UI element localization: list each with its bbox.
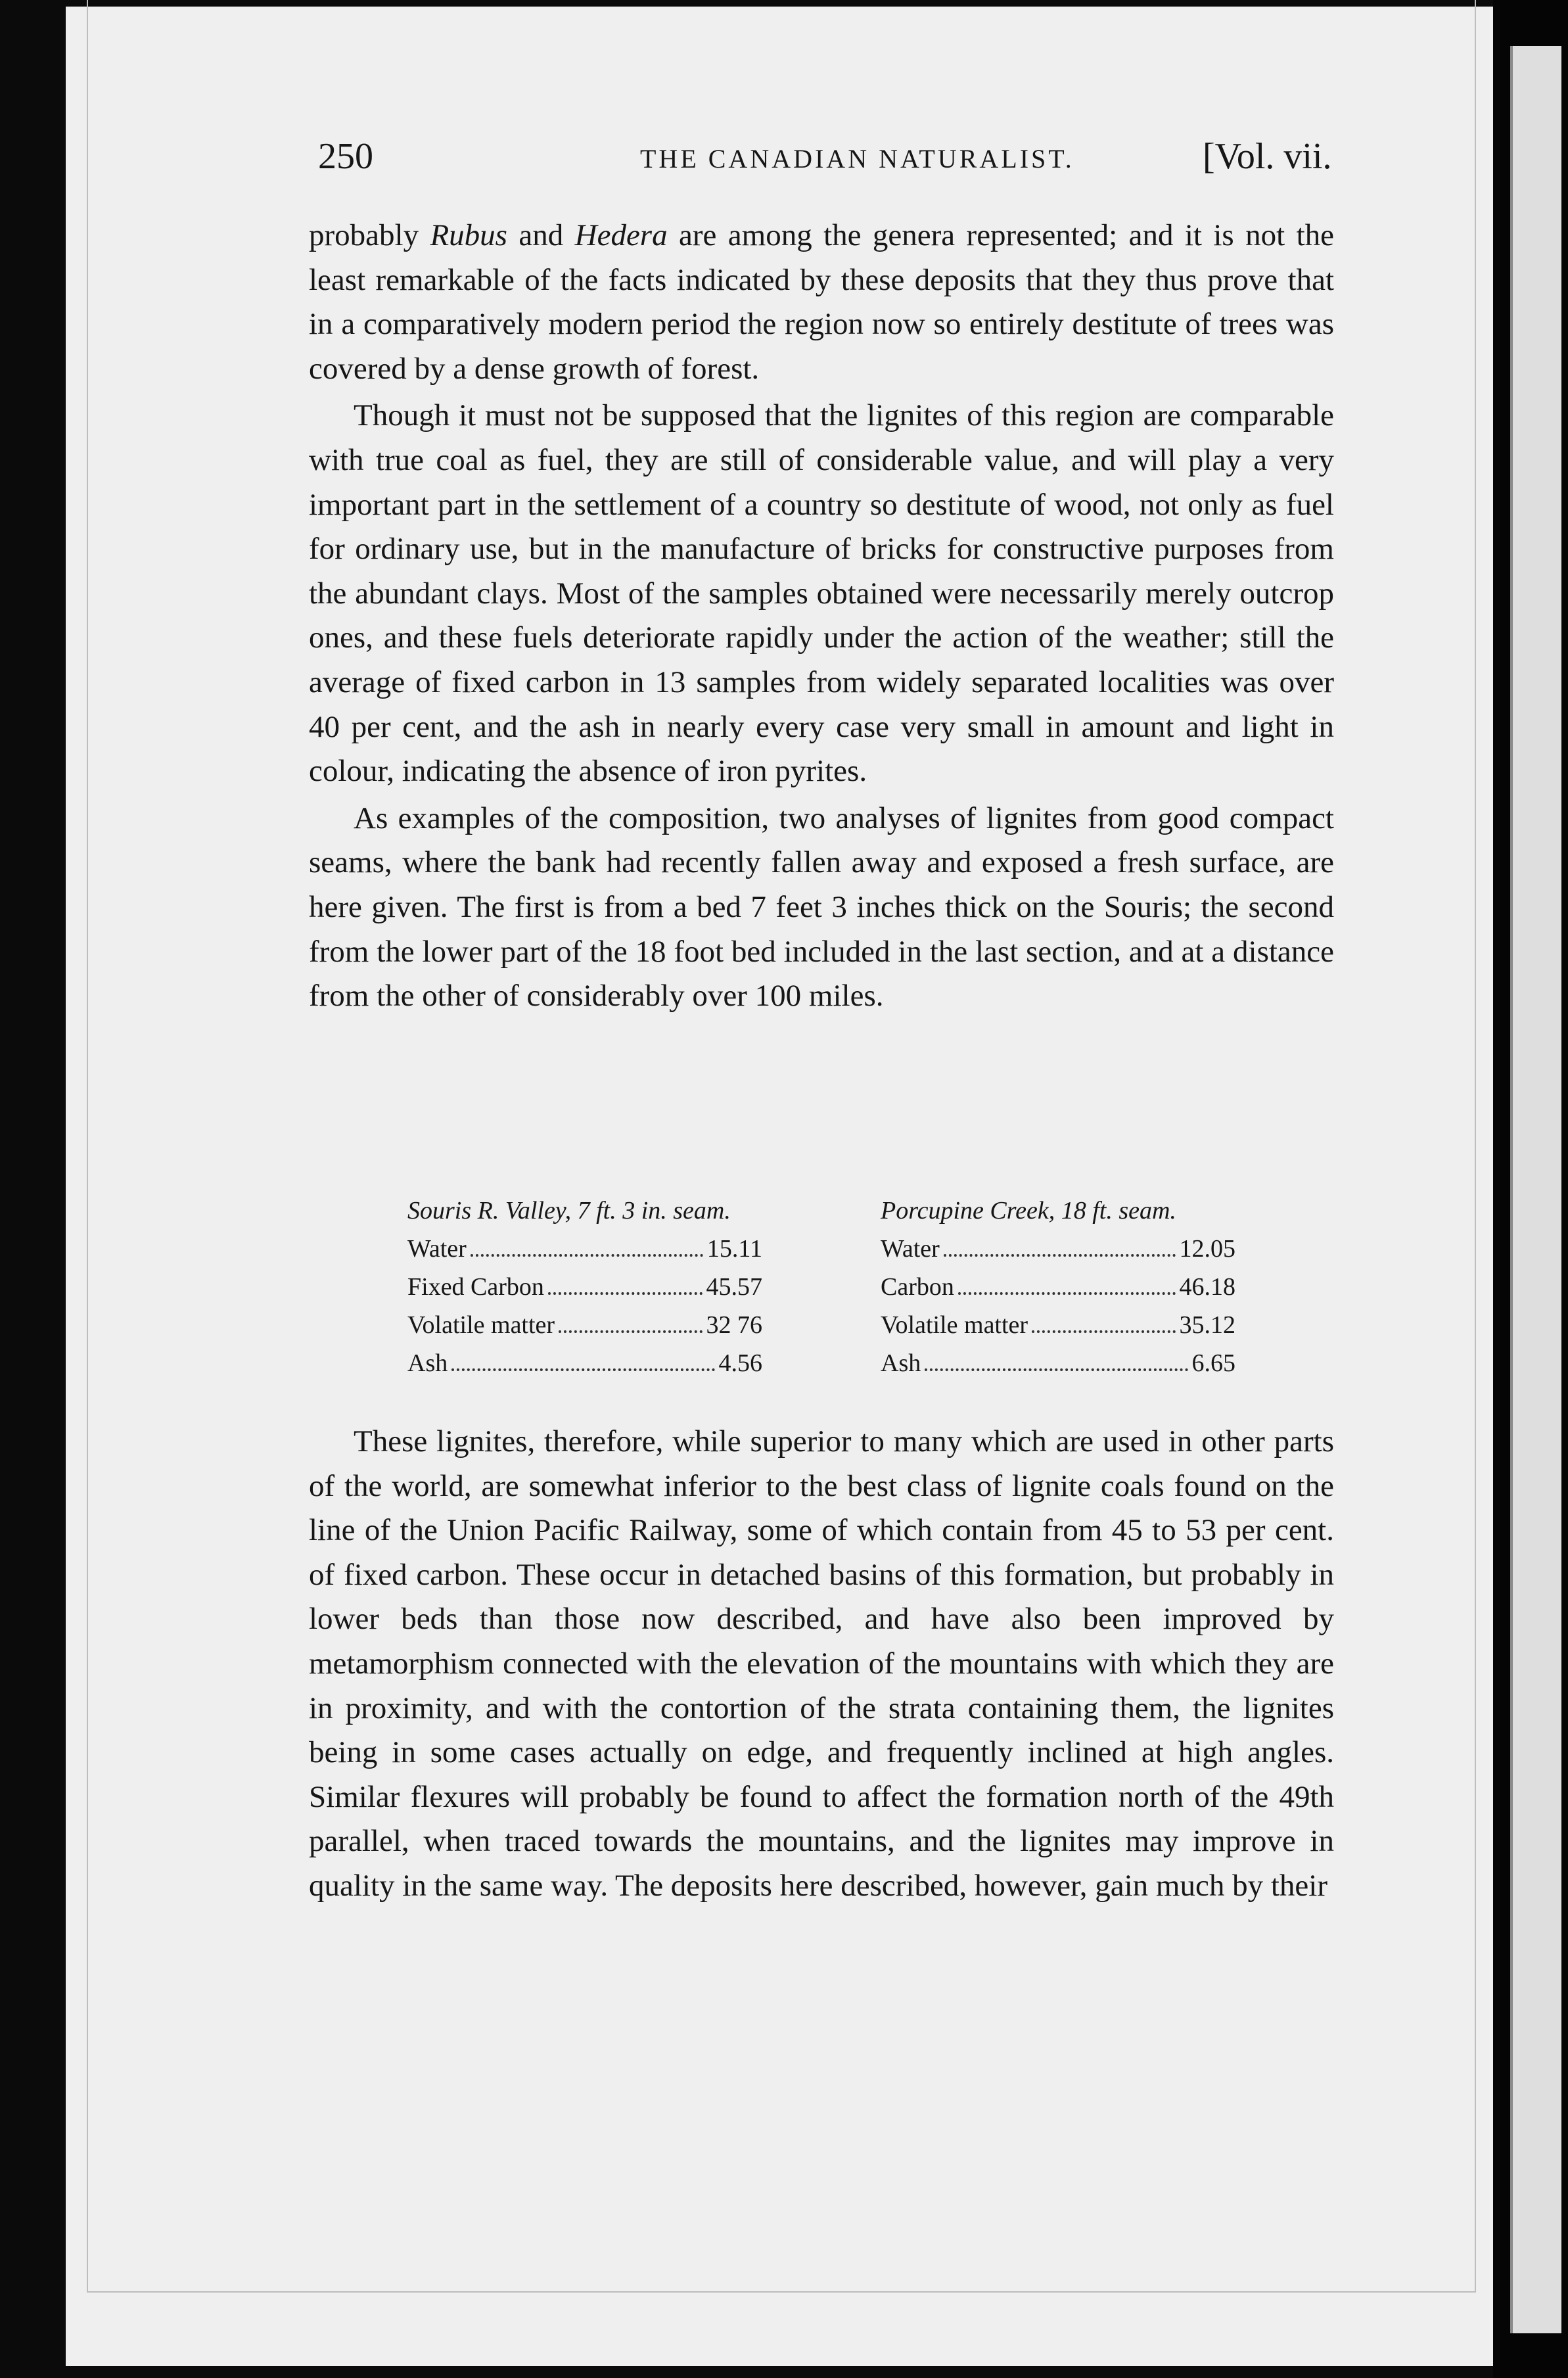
analysis-row bbox=[881, 1349, 1235, 1387]
leader-dots bbox=[925, 1351, 1188, 1371]
analysis-label: Ash bbox=[407, 1349, 448, 1377]
analysis-label: Water bbox=[881, 1235, 940, 1263]
analysis-label: Fixed Carbon bbox=[407, 1273, 544, 1301]
page-edge bbox=[1510, 46, 1561, 2333]
paragraph-3: As examples of the composition, two analyses of lignites from good compact seams, where the bank had recently fallen away and exposed a fresh surface, are here given. The first is from a bed 7 feet 3 inches thick on the Souris; the second from the lower part of the 18 foot bed included in the last section, and at a distance from the other of considerably over 100 miles. bbox=[309, 801, 1334, 1014]
running-title: THE CANADIAN NATURALIST. bbox=[640, 144, 1074, 174]
leader-dots bbox=[1032, 1313, 1175, 1333]
genus-rubus: Rubus bbox=[430, 218, 507, 252]
analysis-value: 6.65 bbox=[1191, 1349, 1235, 1377]
analysis-row bbox=[407, 1234, 762, 1272]
analysis-value: 15.11 bbox=[706, 1235, 762, 1263]
analysis-label: Carbon bbox=[881, 1273, 954, 1301]
analysis-souris bbox=[407, 1196, 762, 1387]
analysis-label: Water bbox=[407, 1235, 467, 1263]
analysis-row bbox=[407, 1349, 762, 1387]
analysis-row bbox=[407, 1272, 762, 1311]
paragraph-1-text-b: and bbox=[507, 218, 575, 252]
analysis-value: 4.56 bbox=[718, 1349, 762, 1377]
lignite-analyses bbox=[368, 1196, 1327, 1407]
analysis-porcupine-heading: Porcupine Creek, 18 ft. seam. bbox=[881, 1197, 1176, 1224]
leader-dots bbox=[559, 1313, 702, 1333]
genus-hedera: Hedera bbox=[574, 218, 668, 252]
analysis-row bbox=[881, 1234, 1235, 1272]
paragraph-2: Though it must not be supposed that the lignites of this region are comparable with true coal as fuel, they are still of considerable value, and will play a very important part in the settlement of a country so destitute of wood, not only as fuel for ordinary use, but in the manufacture of bricks for constructive purposes from the abundant clays. Most of the samples obtained were necessarily merely outcrop ones, and these fuels deteriorate rapidly under the action of the weather; still the average of fixed carbon in 13 samples from widely separated localities was over 40 per cent, and the ash in nearly every case very small in amount and light in colour, indicating the absence of iron pyrites. bbox=[309, 398, 1334, 789]
analysis-value: 35.12 bbox=[1179, 1311, 1235, 1339]
text-lower bbox=[309, 1420, 1334, 1909]
page-header bbox=[0, 135, 1568, 188]
leader-dots bbox=[471, 1237, 703, 1257]
analysis-souris-heading: Souris R. Valley, 7 ft. 3 in. seam. bbox=[407, 1197, 731, 1224]
analysis-label: Ash bbox=[881, 1349, 921, 1377]
analysis-row bbox=[407, 1311, 762, 1349]
leader-dots bbox=[548, 1275, 703, 1295]
leader-dots bbox=[944, 1237, 1176, 1257]
volume-label: [Vol. vii. bbox=[1203, 136, 1332, 177]
analysis-label: Volatile matter bbox=[881, 1311, 1028, 1339]
analysis-porcupine bbox=[881, 1196, 1235, 1387]
leader-dots bbox=[958, 1275, 1176, 1295]
paragraph-4: These lignites, therefore, while superior to many which are used in other parts of the world, are somewhat inferior to the best class of lignite coals found on the line of the Union Pacific Railway, some of which contain from 45 to 53 per cent. of fixed carbon. These occur in detached basins of this formation, but probably in lower beds than those now described, and have also been improved by metamorphism connected with the elevation of the mountains with which they are in proximity, and with the contortion of the strata containing them, the lignites being in some cases actually on edge, and frequently inclined at high angles. Similar flexures will probably be found to affect the formation north of the 49th parallel, when traced towards the mountains, and the lignites may improve in quality in the same way. The deposits here described, however, gain much by their bbox=[309, 1424, 1334, 1903]
analysis-row bbox=[881, 1272, 1235, 1311]
paragraph-1-text-a: probably bbox=[309, 218, 430, 252]
analysis-label: Volatile matter bbox=[407, 1311, 555, 1339]
analysis-value: 32 76 bbox=[706, 1311, 762, 1339]
analysis-value: 46.18 bbox=[1179, 1273, 1235, 1301]
analysis-value: 45.57 bbox=[706, 1273, 762, 1301]
page-number: 250 bbox=[318, 136, 373, 177]
analysis-value: 12.05 bbox=[1179, 1235, 1235, 1263]
paragraph-1 bbox=[309, 214, 1334, 391]
leader-dots bbox=[451, 1351, 714, 1371]
text-upper bbox=[309, 214, 1334, 1019]
paragraph-1-text-c: are among the genera represented; and it is not the least remarkable of the facts indicated by these deposits that they thus prove that in a comparatively modern period the region now so entirely destitute of trees was covered by a dense growth of forest. bbox=[309, 218, 1334, 386]
analysis-row bbox=[881, 1311, 1235, 1349]
